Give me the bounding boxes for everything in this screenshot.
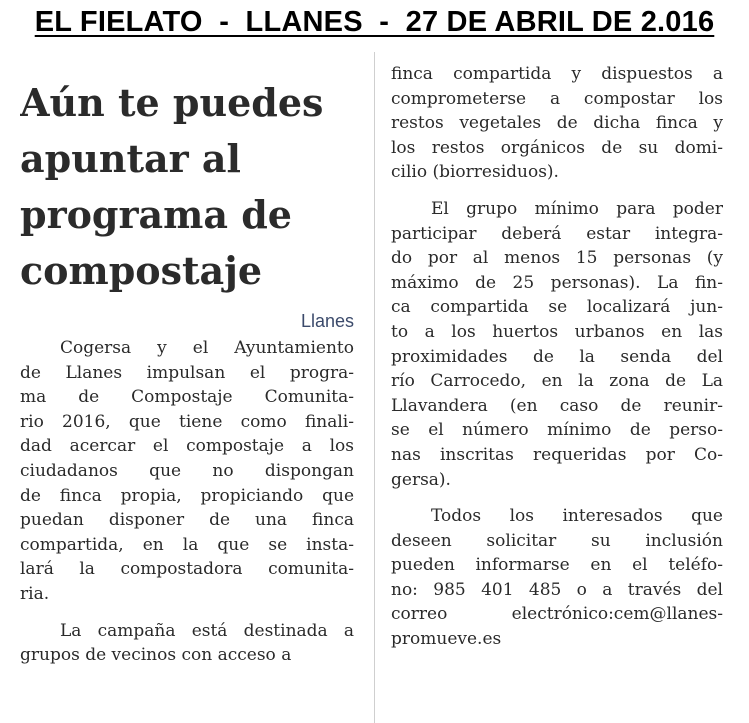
headline	[20, 75, 354, 299]
paragraph-line: La campaña está destinada a	[60, 620, 354, 641]
headline-line: apuntar al	[20, 136, 241, 181]
paragraph-line: de Llanes impulsan el progra-	[20, 362, 354, 383]
paragraph-line: promueve.es	[391, 629, 502, 650]
paragraph-line: nas inscritas requeridas por Co-	[391, 444, 723, 465]
article-paragraph	[391, 197, 723, 492]
paragraph-line: Cogersa y el Ayuntamiento	[60, 338, 354, 358]
paragraph-line: puedan disponer de una finca	[20, 510, 354, 531]
paragraph-line: río Carrocedo, en la zona de La	[391, 371, 723, 392]
headline-line: programa de	[20, 192, 292, 237]
paragraph-line: no: 985 401 485 o a través del	[391, 579, 723, 600]
paragraph-line: de finca propia, propiciando que	[20, 485, 354, 506]
paragraph-line: grupos de vecinos con acceso a	[20, 645, 292, 666]
paragraph-line: pueden informarse en el teléfo-	[391, 555, 723, 576]
paragraph-line: rio 2016, que tiene como finali-	[20, 411, 354, 432]
paragraph-line: ciudadanos que no dispongan	[20, 460, 354, 481]
headline-line: compostaje	[20, 248, 263, 293]
paragraph-line: cilio (biorresiduos).	[391, 162, 559, 183]
paragraph-line: correo electrónico:cem@llanes-	[391, 604, 723, 625]
paragraph-line: restos vegetales de dicha finca y	[391, 113, 723, 134]
masthead-text: EL FIELATO - LLANES - 27 DE ABRIL DE 2.016	[34, 6, 715, 38]
paragraph-line: ria.	[20, 583, 50, 604]
paragraph-line: ma de Compostaje Comunita-	[20, 387, 354, 408]
paragraph-line: máximo de 25 personas). La fin-	[391, 272, 723, 293]
article-paragraph	[20, 336, 354, 607]
paragraph-line: comprometerse a compostar los	[391, 88, 723, 109]
paragraph-line: lará la compostadora comunita-	[20, 559, 354, 580]
article-paragraph	[391, 504, 723, 652]
paragraph-line: to a los huertos urbanos en las	[391, 321, 723, 342]
right-column-body	[391, 62, 723, 652]
left-column	[20, 60, 354, 723]
paragraph-line: ca compartida se localizará jun-	[391, 297, 723, 318]
paragraph-line: Llavandera (en caso de reunir-	[391, 395, 723, 416]
right-column	[391, 60, 723, 723]
paragraph-line: proximidades de la senda del	[391, 346, 723, 367]
paragraph-line: se el número mínimo de perso-	[391, 420, 723, 441]
headline-line: Aún te puedes	[20, 80, 324, 125]
paragraph-line: dad acercar el compostaje a los	[20, 436, 354, 457]
paragraph-line: gersa).	[391, 469, 451, 490]
paragraph-line: Todos los interesados que	[431, 506, 723, 527]
masthead	[0, 0, 749, 48]
left-column-body	[20, 336, 354, 668]
paragraph-line: El grupo mínimo para poder	[431, 198, 723, 219]
paragraph-line: los restos orgánicos de su domi-	[391, 137, 723, 158]
paragraph-line: deseen solicitar su inclusión	[391, 530, 723, 551]
article-paragraph	[20, 619, 354, 668]
paragraph-line: finca compartida y dispuestos a	[391, 64, 723, 84]
byline: Llanes	[300, 311, 354, 331]
paragraph-line: do por al menos 15 personas (y	[391, 248, 723, 269]
article-paragraph	[391, 62, 723, 185]
paragraph-line: compartida, en la que se insta-	[20, 534, 354, 555]
column-divider	[374, 52, 375, 723]
paragraph-line: participar deberá estar integra-	[391, 223, 723, 244]
